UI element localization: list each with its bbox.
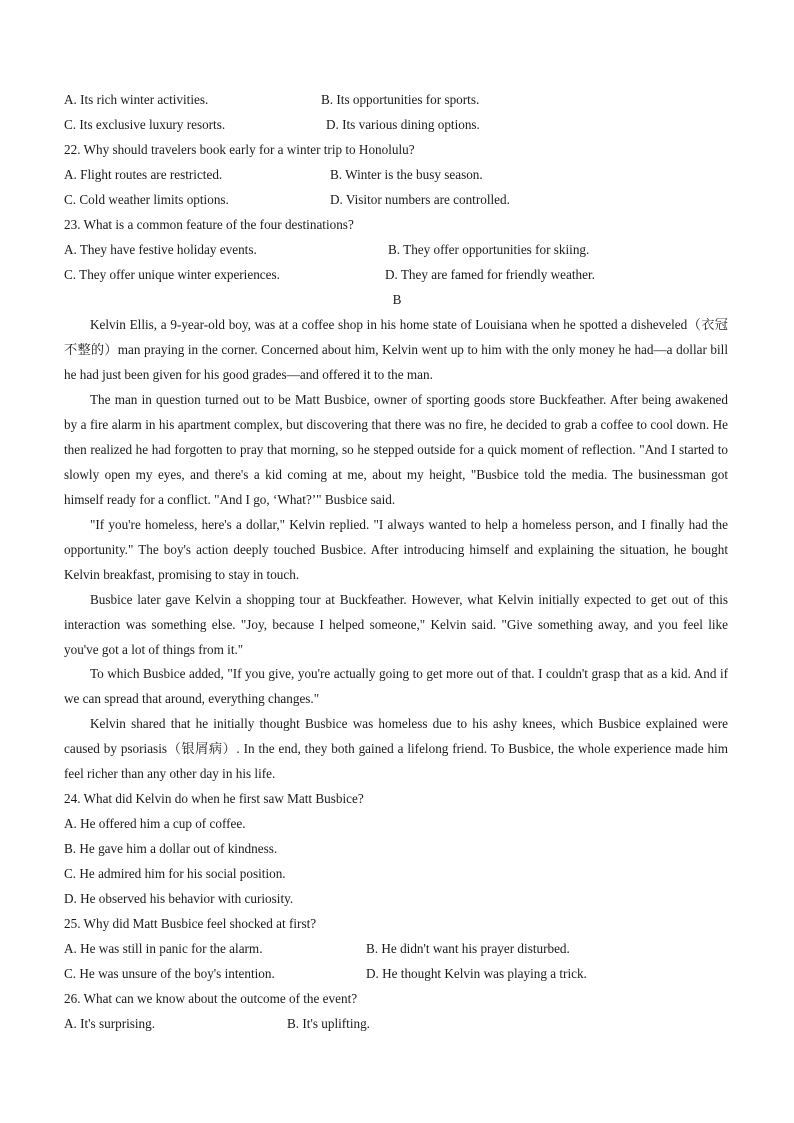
passage-paragraph: Busbice later gave Kelvin a shopping tour at Buckfeather. However, what Kelvin initially expected to get out of this interaction was something else. "Joy, because I helped someone," Kelvin said. "Give something away, and you feel like you've got a lot of things from it." bbox=[64, 592, 728, 657]
q21-option-b: B. Its opportunities for sports. bbox=[321, 92, 480, 107]
q25-option-a: A. He was still in panic for the alarm. bbox=[64, 941, 263, 956]
q24-option-b: B. He gave him a dollar out of kindness. bbox=[64, 841, 278, 856]
q23-option-d: D. They are famed for friendly weather. bbox=[385, 267, 595, 282]
q22-option-d: D. Visitor numbers are controlled. bbox=[330, 192, 510, 207]
q22-option-c: C. Cold weather limits options. bbox=[64, 192, 229, 207]
q21-option-a: A. Its rich winter activities. bbox=[64, 92, 209, 107]
q24-option-a: A. He offered him a cup of coffee. bbox=[64, 816, 246, 831]
q24-option-d: D. He observed his behavior with curiosity. bbox=[64, 891, 294, 906]
q22-stem: 22. Why should travelers book early for a winter trip to Honolulu? bbox=[64, 142, 415, 157]
q24-stem: 24. What did Kelvin do when he first saw Matt Busbice? bbox=[64, 791, 364, 806]
passage-paragraph: Kelvin Ellis, a 9-year-old boy, was at a coffee shop in his home state of Louisiana when he spotted a disheveled（衣冠不整的）man praying in the corner. Concerned about him, Kelvin went up to him with the only money he had—a dollar bill he had just been given for his good grades—and offered it to the man. bbox=[64, 317, 728, 382]
q22-option-a: A. Flight routes are restricted. bbox=[64, 167, 223, 182]
q23-option-b: B. They offer opportunities for skiing. bbox=[388, 242, 590, 257]
q26-option-b: B. It's uplifting. bbox=[287, 1016, 370, 1031]
q25-option-b: B. He didn't want his prayer disturbed. bbox=[366, 941, 570, 956]
q26-stem: 26. What can we know about the outcome of the event? bbox=[64, 991, 358, 1006]
q24-option-c: C. He admired him for his social position. bbox=[64, 866, 286, 881]
q22-option-b: B. Winter is the busy season. bbox=[330, 167, 483, 182]
q25-option-c: C. He was unsure of the boy's intention. bbox=[64, 966, 275, 981]
q23-option-a: A. They have festive holiday events. bbox=[64, 242, 257, 257]
section-heading: B bbox=[392, 292, 402, 307]
q26-option-a: A. It's surprising. bbox=[64, 1016, 156, 1031]
q21-option-d: D. Its various dining options. bbox=[326, 117, 480, 132]
q23-stem: 23. What is a common feature of the four destinations? bbox=[64, 217, 354, 232]
q25-stem: 25. Why did Matt Busbice feel shocked at first? bbox=[64, 916, 317, 931]
passage-paragraph: "If you're homeless, here's a dollar," Kelvin replied. "I always wanted to help a homeless person, and I finally had the opportunity." The boy's action deeply touched Busbice. After introducing himself and explaining the situation, he bought Kelvin breakfast, promising to stay in touch. bbox=[64, 517, 728, 582]
q23-option-c: C. They offer unique winter experiences. bbox=[64, 267, 280, 282]
q21-option-c: C. Its exclusive luxury resorts. bbox=[64, 117, 226, 132]
passage-paragraph: To which Busbice added, "If you give, you're actually going to get more out of that. I couldn't grasp that as a kid. And if we can spread that around, everything changes." bbox=[64, 666, 728, 706]
passage-paragraph: The man in question turned out to be Matt Busbice, owner of sporting goods store Buckfeather. After being awakened by a fire alarm in his apartment complex, but discovering that there was no fire, he decided to grab a coffee to cool down. He then realized he had forgotten to pray that morning, so he stepped outside for a quick moment of reflection. "And I started to slowly open my eyes, and there's a kid coming at me, about my height, "Busbice told the media. The businessman got himself ready for a conflict. "And I go, ‘What?’" Busbice said. bbox=[64, 392, 728, 507]
passage-paragraph: Kelvin shared that he initially thought Busbice was homeless due to his ashy knees, which Busbice explained were caused by psoriasis（银屑病）. In the end, they both gained a lifelong friend. To Busbice, the whole experience made him feel richer than any other day in his life. bbox=[64, 716, 728, 781]
q25-option-d: D. He thought Kelvin was playing a trick. bbox=[366, 966, 587, 981]
